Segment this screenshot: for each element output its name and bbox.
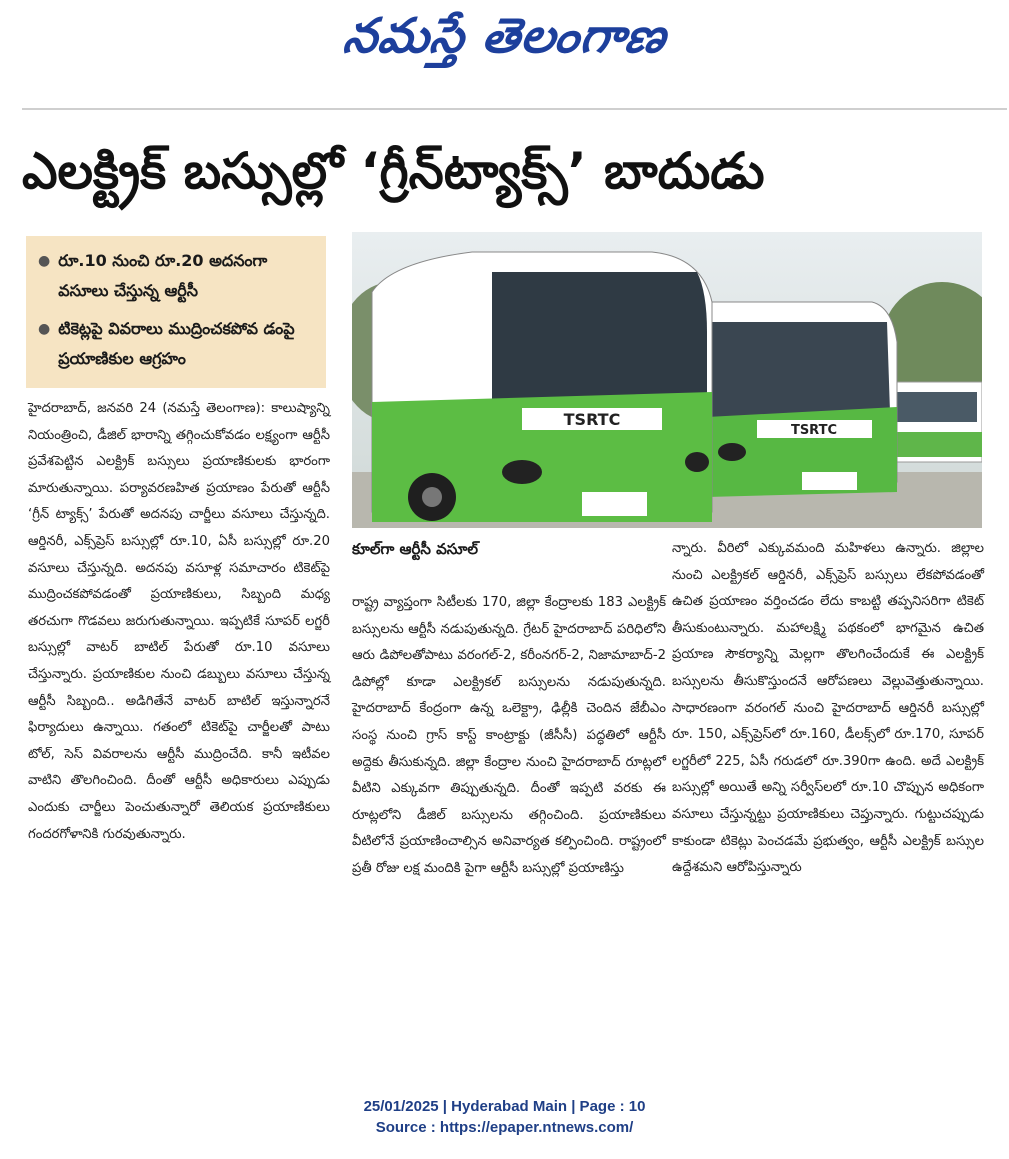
headline: ఎలక్ట్రిక్ బస్సుల్లో ‘గ్రీన్‌ట్యాక్స్’ బాదుడు — [22, 142, 765, 200]
masthead-rule — [22, 108, 1007, 110]
article-column-3: న్నారు. వీరిలో ఎక్కువమంది మహిళలు ఉన్నారు. జిల్లాల నుంచి ఎలక్ట్రికల్ ఆర్డినరీ, ఎక్స్‌ప్రెస్ బస్సులు లేకపోవడంతో ఉచిత ప్రయాణం వర్తించడం లేదు కాబట్టి తప్పనిసరిగా టికెట్ తీసుకుంటున్నారు. మహాలక్ష్మి పథకంలో భాగమైన ఉచిత ప్రయాణ సౌకర్యాన్ని మెల్లగా తొలగించేందుకే ఈ ఎలక్ట్రిక్ బస్సులను తీసుకొస్తుందనే ఆరోపణలు వెల్లువెత్తుతున్నాయి. సాధారణంగా వరంగల్ నుంచి హైదరాబాద్ ఆర్డినరీ బస్సుల్లో రూ. 150, ఎక్స్‌ప్రెస్‌లో రూ.160, డీలక్స్‌లో రూ.170, సూపర్ లగ్జరీలో 225, ఏసీ గరుడలో రూ.390గా ఉంది. అదే ఎలక్ట్రిక్ బస్సుల్లో అయితే అన్ని సర్వీస్‌లలో రూ.10 చొప్పున అధికంగా వసూలు చేస్తున్నట్టు ప్రయాణికులు చెప్తున్నారు. గుట్టుచప్పుడు కాకుండా టికెట్లు పెంచడమే ప్రభుత్వం, ఆర్టీసీ ఎలక్ట్రిక్ బస్సుల ఉద్దేశమని ఆరోపిస్తున్నారు — [672, 541, 984, 876]
highlight-item — [38, 314, 314, 374]
masthead — [0, 8, 1009, 76]
electric-bus-photo — [352, 232, 982, 528]
article-subheading: కూల్‌గా ఆర్టీసీ వసూల్ — [352, 540, 478, 558]
article-column-1: హైదరాబాద్, జనవరి 24 (నమస్తే తెలంగాణ): కాలుష్యాన్ని నియంత్రించి, డీజిల్ భారాన్ని తగ్గించుకోవడం లక్ష్యంగా ఆర్టీసీ ప్రవేశపెట్టిన ఎలక్ట్రిక్ బస్సులు ప్రయాణికులకు భారంగా మారుతున్నాయి. పర్యావరణహిత ప్రయాణం పేరుతో ఆర్టీసీ ‘గ్రీన్ ట్యాక్స్’ పేరుతో అదనపు చార్జీలు వసూలు చేస్తున్నది. ఆర్డినరీ, ఎక్స్‌ప్రెస్ బస్సుల్లో రూ.10, ఏసీ బస్సుల్లో రూ.20 వసూలు చేస్తున్నది. అదనపు వసూళ్ల సమాచారం టికెట్‌పై ముద్రించకపోవడంతో ప్రయాణికులు, సిబ్బంది మధ్య తరచుగా గొడవలు జరుగుతున్నాయి. ఇప్పటికే సూపర్ లగ్జరీ బస్సుల్లో వాటర్ బాటిల్ పేరుతో రూ.10 వసూలు చేస్తున్నారు. ప్రయాణికుల నుంచి డబ్బులు వసూలు చేస్తున్న ఆర్టీసీ సిబ్బంది.. అడిగితేనే వాటర్ బాటిల్ ఇస్తున్నారనే ఫిర్యాదులు ఉన్నాయి. గతంలో టికెట్‌పై చార్జీలతో పాటు టోల్, సెస్ వివరాలను ఆర్టీసీ ముద్రించేది. కానీ ఇటీవల వాటిని తొలగించింది. దీంతో ఆర్టీసీ అధికారులు ఎప్పుడు ఎందుకు చార్జీలు పెంచుతున్నారో తెలియక ప్రయాణికులు గందరగోళానికి గురవుతున్నారు. — [28, 401, 330, 842]
article-column-2: రాష్ట్ర వ్యాప్తంగా సిటీలకు 170, జిల్లా కేంద్రాలకు 183 ఎలక్ట్రిక్ బస్సులను ఆర్టీసీ నడుపుతున్నది. గ్రేటర్ హైదరాబాద్ పరిధిలోని ఆరు డిపోలతోపాటు వరంగల్-2, కరీంనగర్-2, నిజామాబాద్-2 డిపోల్లో కూడా ఎలక్ట్రికల్ బస్సులను నడుపుతున్నది. హైదరాబాద్ కేంద్రంగా ఉన్న ఒలెక్ట్రా, ఢిల్లీకి చెందిన జేబీఎం సంస్థ నుంచి గ్రాస్ కాస్ట్ కాంట్రాక్టు (జీసీసీ) పద్ధతిలో ఆర్టీసీ అద్దెకు తీసుకున్నది. జిల్లా కేంద్రాల నుంచి హైదరాబాద్ రూట్లలో వీటిని ఎక్కువగా తిప్పుతున్నది. దీంతో ఇప్పటి వరకు ఈ రూట్లలోని డీజిల్ బస్సులను తగ్గించింది. ప్రయాణికులు వీటిలోనే ప్రయాణించాల్సిన అనివార్యత కల్పించింది. రాష్ట్రంలో ప్రతీ రోజు లక్ష మందికి పైగా ఆర్టీసీ బస్సుల్లో ప్రయాణిస్తు — [352, 595, 666, 876]
footer-source: Source : https://epaper.ntnews.com/ — [375, 1119, 634, 1136]
bus-label: TSRTC — [790, 423, 838, 438]
highlight-text: రూ.10 నుంచి రూ.20 అదనంగా వసూలు చేస్తున్న ఆర్టీసీ — [58, 251, 268, 300]
highlight-item — [38, 246, 314, 306]
bus-illustration — [352, 232, 982, 528]
masthead-title: నమస్తే తెలంగాణ — [340, 8, 671, 64]
bus-label: TSRTC — [563, 410, 621, 429]
bullet-icon: ● — [38, 321, 51, 337]
footer-date-edition: 25/01/2025 | Hyderabad Main | Page : 10 — [363, 1098, 646, 1115]
highlight-text: టికెట్లపై వివరాలు ముద్రించకపోవ డంపై ప్రయాణికుల ఆగ్రహం — [58, 319, 295, 368]
bullet-icon: ● — [38, 253, 51, 269]
highlights-box — [26, 236, 326, 388]
